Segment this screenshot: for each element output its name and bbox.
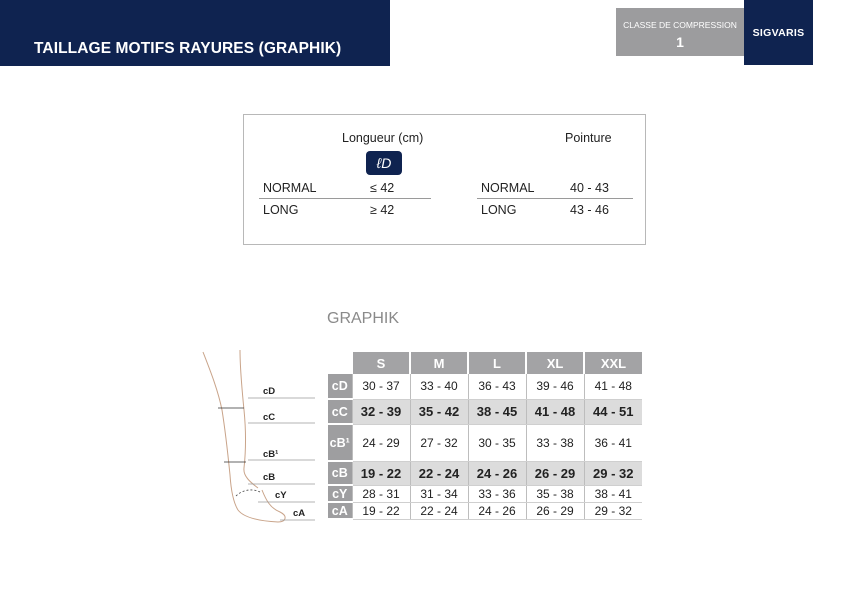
compression-class-box [616,8,744,56]
length-symbol-badge [366,151,402,175]
table-cell: 27 - 32 [410,424,468,461]
leg-label-cY: cY [275,490,287,501]
length-heading: Longueur (cm) [342,131,424,145]
table-row [328,424,642,461]
length-row-value: ≥ 42 [370,203,395,217]
brand-logo [744,0,813,65]
table-cell: 31 - 34 [410,485,468,502]
page-title: TAILLAGE MOTIFS RAYURES (GRAPHIK) [34,40,342,57]
table-cell: 38 - 45 [468,399,526,424]
compression-class-value: 1 [676,34,684,50]
length-symbol: ℓD [376,155,392,171]
leg-label-cA: cA [293,508,306,519]
size-table-title: GRAPHIK [327,310,400,327]
table-cell: 33 - 38 [526,424,584,461]
table-cell: 26 - 29 [526,461,584,485]
table-cell: 41 - 48 [526,399,584,424]
divider [259,198,431,199]
table-cell: 22 - 24 [410,461,468,485]
row-label: cD [328,374,352,399]
length-row-value: ≤ 42 [370,181,395,195]
row-label: cA [328,502,352,519]
shoe-heading: Pointure [565,131,612,145]
table-row [328,502,642,519]
table-cell: 22 - 24 [410,502,468,519]
table-cell: 28 - 31 [352,485,410,502]
table-cell: 30 - 37 [352,374,410,399]
leg-outline-icon [200,350,325,530]
divider [477,198,633,199]
shoe-row-value: 40 - 43 [570,181,609,195]
shoe-row-label: LONG [481,203,517,217]
row-label: cY [328,485,352,502]
length-row-label: LONG [263,203,299,217]
table-cell: 24 - 29 [352,424,410,461]
row-label: cB [328,461,352,485]
leg-label-cD: cD [263,386,276,397]
table-cell: 36 - 41 [584,424,642,461]
table-cell: 33 - 36 [468,485,526,502]
row-label: cC [328,399,352,424]
table-cell: 41 - 48 [584,374,642,399]
table-cell: 32 - 39 [352,399,410,424]
table-cell: 29 - 32 [584,502,642,519]
size-header-cell: S [352,352,410,374]
row-label: cB¹ [328,424,352,461]
table-cell: 30 - 35 [468,424,526,461]
size-header-cell: L [468,352,526,374]
leg-label-cB: cB [263,472,276,483]
leg-label-cB1: cB¹ [263,449,279,460]
size-header-row [328,352,642,374]
table-cell: 35 - 38 [526,485,584,502]
table-cell: 35 - 42 [410,399,468,424]
length-row-label: NORMAL [263,181,317,195]
shoe-row-value: 43 - 46 [570,203,609,217]
table-cell: 19 - 22 [352,502,410,519]
compression-class-label: CLASSE DE COMPRESSION [623,20,737,30]
table-cell: 24 - 26 [468,461,526,485]
size-header-cell: XXL [584,352,642,374]
table-cell: 33 - 40 [410,374,468,399]
table-cell: 44 - 51 [584,399,642,424]
brand-name: SIGVARIS [752,26,805,39]
table-row [328,485,642,502]
length-info-box [243,114,646,245]
table-row-highlight [328,399,642,424]
table-row-highlight [328,461,642,485]
size-header-cell: XL [526,352,584,374]
title-bar [0,0,390,66]
table-cell: 24 - 26 [468,502,526,519]
table-corner [328,352,352,374]
shoe-row-label: NORMAL [481,181,535,195]
table-cell: 29 - 32 [584,461,642,485]
table-cell: 26 - 29 [526,502,584,519]
table-cell: 38 - 41 [584,485,642,502]
size-header-cell: M [410,352,468,374]
table-row [328,374,642,399]
table-cell: 39 - 46 [526,374,584,399]
table-cell: 36 - 43 [468,374,526,399]
size-table [328,352,642,520]
leg-diagram [200,350,325,530]
leg-label-cC: cC [263,412,276,423]
table-cell: 19 - 22 [352,461,410,485]
